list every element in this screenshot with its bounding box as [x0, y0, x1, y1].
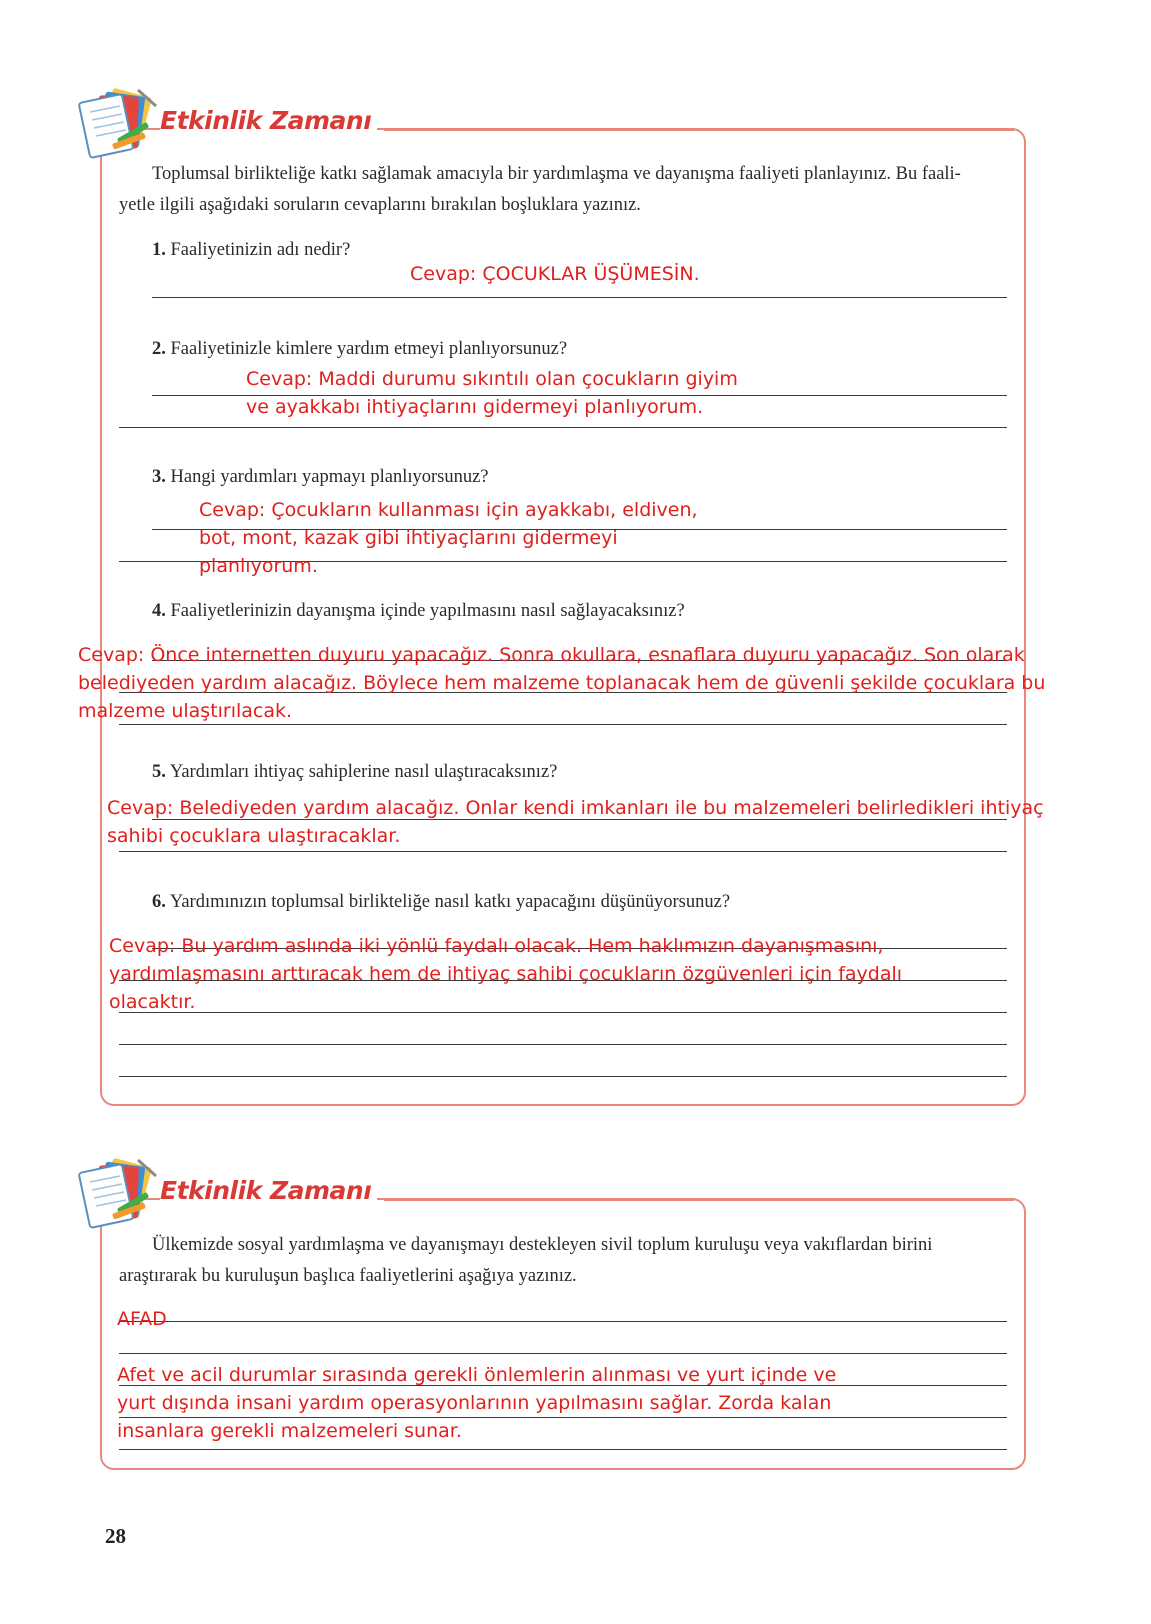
question-5-number: 5.	[152, 762, 166, 782]
answer-6-line-3: olacaktır.	[109, 991, 196, 1013]
question-4	[152, 601, 685, 622]
answer-2-line-2: ve ayakkabı ihtiyaçlarını gidermeyi planlıyorum.	[246, 396, 704, 418]
activity-1-title-line	[384, 128, 1014, 131]
activity-1-intro-line-2: yetle ilgili aşağıdaki soruların cevaplarını bırakılan boşluklara yazınız.	[119, 195, 641, 215]
answer-1-line-1: Cevap: ÇOCUKLAR ÜŞÜMESİN.	[410, 263, 700, 285]
question-2-number: 2.	[152, 339, 166, 359]
question-1-text: Faaliyetinizin adı nedir?	[170, 240, 351, 260]
question-6	[152, 892, 730, 913]
answer-line	[152, 297, 1007, 298]
activity-2-title-line	[384, 1198, 1014, 1201]
activity-2-answer-line-1: AFAD	[117, 1308, 167, 1330]
activity-2-answer-line-4: insanlara gerekli malzemeleri sunar.	[117, 1420, 462, 1442]
answer-2-line-1: Cevap: Maddi durumu sıkıntılı olan çocukların giyim	[246, 368, 738, 390]
answer-line	[119, 1012, 1007, 1013]
answer-4-line-1: Cevap: Önce internetten duyuru yapacağız. Sonra okullara, esnaflara duyuru yapacağız. Son olarak	[78, 644, 1025, 666]
answer-line	[119, 1449, 1007, 1450]
answer-line	[119, 1321, 1007, 1322]
answer-3-line-1: Cevap: Çocukların kullanması için ayakkabı, eldiven,	[199, 499, 698, 521]
question-4-number: 4.	[152, 601, 166, 621]
activity-1-title: Etkinlik Zamanı	[160, 106, 377, 135]
notebook-pencil-icon	[76, 84, 160, 166]
answer-3-line-2: bot, mont, kazak gibi ihtiyaçlarını gidermeyi	[199, 527, 618, 549]
question-6-text: Yardımınızın toplumsal birlikteliğe nasıl katkı yapacağını düşünüyorsunuz?	[169, 892, 731, 912]
question-6-number: 6.	[152, 892, 166, 912]
activity-2-answer-line-3: yurt dışında insani yardım operasyonlarının yapılmasını sağlar. Zorda kalan	[117, 1392, 832, 1414]
answer-4-line-3: malzeme ulaştırılacak.	[78, 700, 293, 722]
answer-line	[119, 851, 1007, 852]
question-3	[152, 467, 489, 488]
answer-line	[119, 427, 1007, 428]
activity-2-title: Etkinlik Zamanı	[160, 1176, 377, 1205]
answer-5-line-2: sahibi çocuklara ulaştıracaklar.	[107, 825, 401, 847]
question-1	[152, 240, 350, 261]
question-4-text: Faaliyetlerinizin dayanışma içinde yapılmasını nasıl sağlayacaksınız?	[170, 601, 685, 621]
answer-3-line-3: planlıyorum.	[199, 555, 318, 577]
activity-2-answer-line-2: Afet ve acil durumlar sırasında gerekli önlemlerin alınması ve yurt içinde ve	[117, 1364, 837, 1386]
activity-1-intro-line-1: Toplumsal birlikteliğe katkı sağlamak amacıyla bir yardımlaşma ve dayanışma faaliyeti planlayınız. Bu faali-	[152, 164, 961, 184]
answer-line	[119, 1076, 1007, 1077]
question-2	[152, 339, 567, 360]
question-5-text: Yardımları ihtiyaç sahiplerine nasıl ulaştıracaksınız?	[169, 762, 558, 782]
activity-2-intro-line-1: Ülkemizde sosyal yardımlaşma ve dayanışmayı destekleyen sivil toplum kuruluşu veya vakıflardan birini	[152, 1235, 933, 1255]
answer-line	[119, 1353, 1007, 1354]
answer-6-line-2: yardımlaşmasını arttıracak hem de ihtiyaç sahibi çocukların özgüvenleri için faydalı	[109, 963, 903, 985]
answer-6-line-1: Cevap: Bu yardım aslında iki yönlü faydalı olacak. Hem haklımızın dayanışmasını,	[109, 935, 884, 957]
answer-line	[119, 1044, 1007, 1045]
question-3-number: 3.	[152, 467, 166, 487]
question-5	[152, 762, 557, 783]
answer-5-line-1: Cevap: Belediyeden yardım alacağız. Onlar kendi imkanları ile bu malzemeleri belirledikleri ihtiyaç	[107, 797, 1044, 819]
page-number: 28	[105, 1524, 126, 1548]
activity-2-intro-line-2: araştırarak bu kuruluşun başlıca faaliyetlerini aşağıya yazınız.	[119, 1266, 577, 1286]
question-1-number: 1.	[152, 240, 166, 260]
question-3-text: Hangi yardımları yapmayı planlıyorsunuz?	[170, 467, 489, 487]
question-2-text: Faaliyetinizle kimlere yardım etmeyi planlıyorsunuz?	[170, 339, 568, 359]
notebook-pencil-icon	[76, 1154, 160, 1236]
answer-4-line-2: belediyeden yardım alacağız. Böylece hem malzeme toplanacak hem de güvenli şekilde çocuklara bu	[78, 672, 1046, 694]
